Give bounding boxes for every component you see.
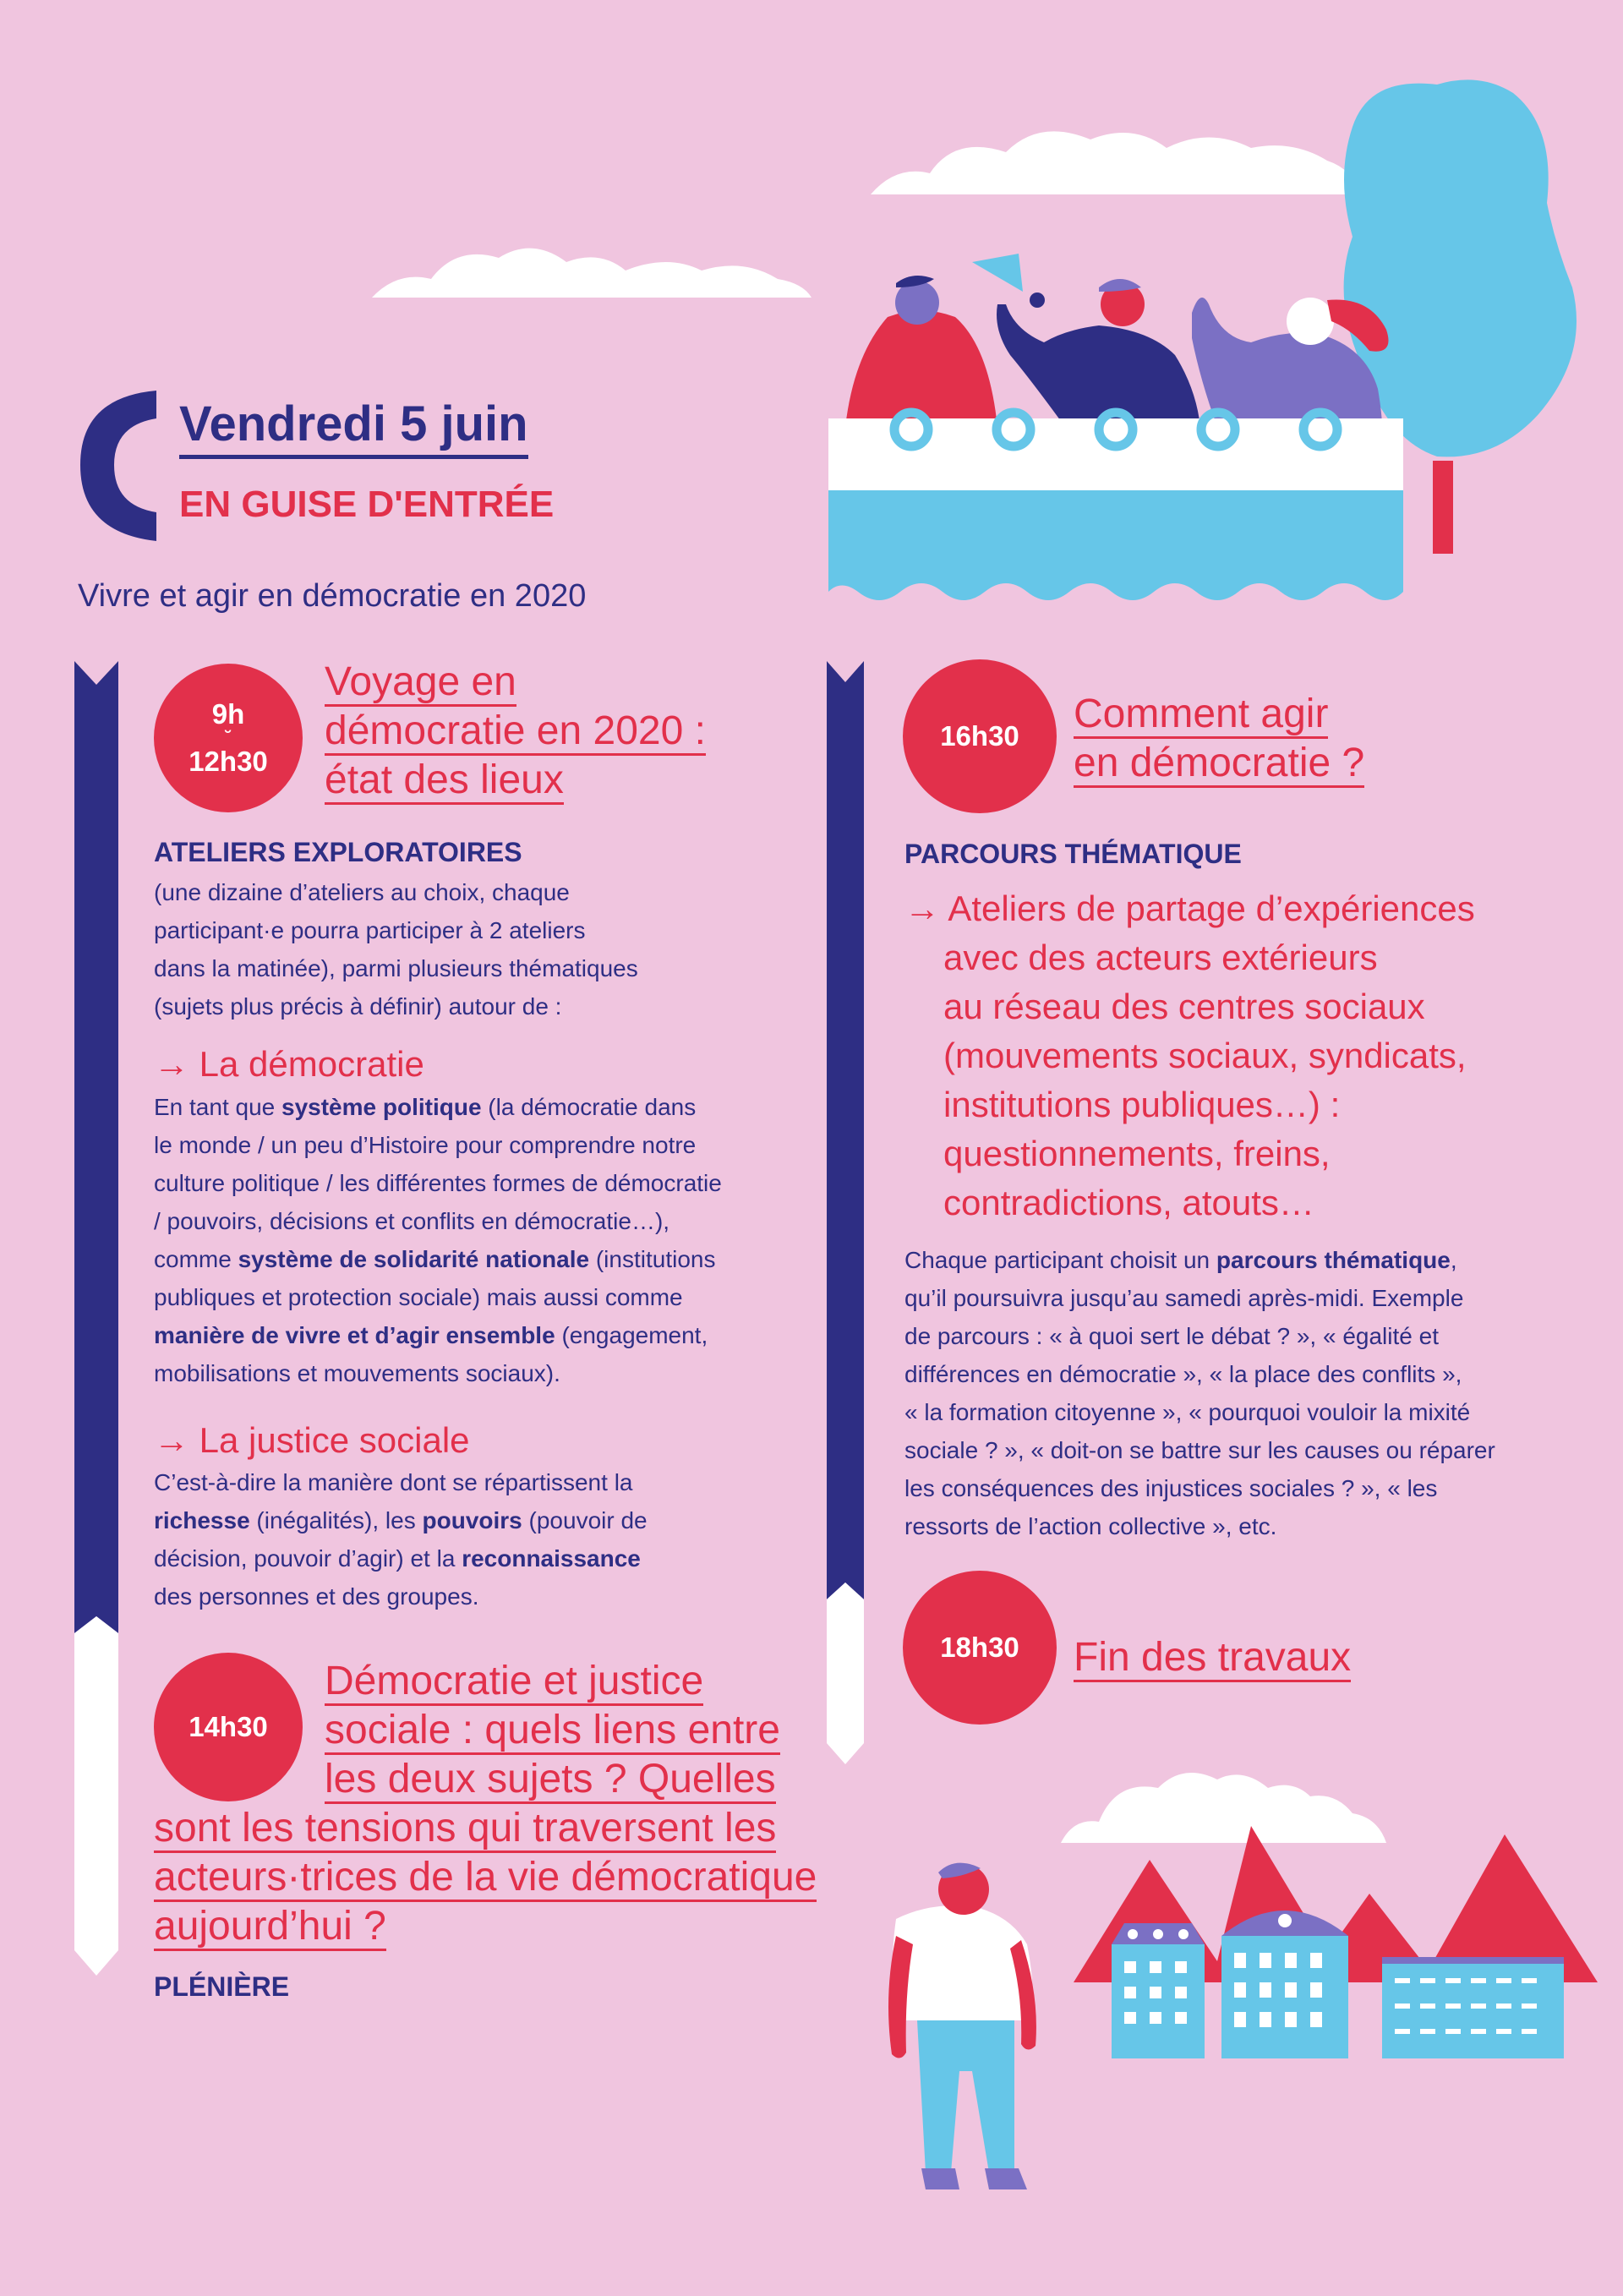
text-line: au réseau des centres sociaux	[943, 987, 1425, 1026]
text-line: « la formation citoyenne », « pourquoi vouloir la mixité	[904, 1399, 1471, 1425]
text-line: questionnements, freins,	[943, 1134, 1331, 1173]
text-line: qu’il poursuivra jusqu’au samedi après-midi. Exemple	[904, 1285, 1464, 1311]
title-line: sont les tensions qui traversent les	[154, 1806, 776, 1853]
text: (pouvoir de	[522, 1507, 648, 1533]
bold-text: richesse	[154, 1507, 250, 1533]
text: comme	[154, 1246, 238, 1272]
topic-democratie-text	[154, 1088, 722, 1392]
label-pleniere: PLÉNIÈRE	[154, 1971, 290, 2002]
bold-text: manière de vivre et d’agir ensemble	[154, 1322, 555, 1348]
session-title-democratie-justice-cont	[154, 1804, 817, 1951]
text: En tant que	[154, 1094, 282, 1120]
time-text: 16h30	[940, 720, 1019, 752]
text-line: (sujets plus précis à définir) autour de :	[154, 993, 562, 1020]
text: (inégalités), les	[249, 1507, 423, 1533]
time-text: 14h30	[189, 1711, 268, 1743]
bold-text: pouvoirs	[422, 1507, 522, 1533]
title-line: Démocratie et justice	[325, 1659, 703, 1706]
text-line: avec des acteurs extérieurs	[943, 938, 1378, 977]
time-badge-18h30	[903, 1571, 1057, 1725]
text-line: de parcours : « à quoi sert le débat ? », « égalité et	[904, 1323, 1439, 1349]
title-line: sociale : quels liens entre	[325, 1708, 780, 1755]
title-line: Voyage en	[325, 659, 516, 707]
time-badge-16h30	[903, 659, 1057, 813]
title-line: démocratie en 2020 :	[325, 708, 706, 756]
bold-text: parcours thématique	[1216, 1247, 1451, 1273]
time-separator: ˘	[225, 727, 232, 748]
ateliers-partage-highlight	[904, 884, 1475, 1227]
time-end: 12h30	[189, 746, 268, 777]
day-subtitle: EN GUISE D'ENTRÉE	[179, 484, 555, 525]
time-start: 9h	[211, 698, 245, 730]
text: (la démocratie dans	[481, 1094, 697, 1120]
title-line: Comment agir	[1074, 692, 1328, 739]
bold-text: système de solidarité nationale	[238, 1246, 590, 1272]
title-line: les deux sujets ? Quelles	[325, 1757, 776, 1804]
session-title-fin-des-travaux	[1074, 1633, 1351, 1682]
bold-text: reconnaissance	[462, 1545, 641, 1572]
ateliers-description	[154, 873, 638, 1025]
title-line: Fin des travaux	[1074, 1635, 1351, 1682]
bold-text: système politique	[281, 1094, 482, 1120]
time-badge-9h-12h30	[154, 664, 303, 812]
text-line: mobilisations et mouvements sociaux).	[154, 1360, 560, 1386]
text-line: → Ateliers de partage d’expériences	[904, 888, 1475, 928]
intro-heading: Vivre et agir en démocratie en 2020	[78, 578, 587, 614]
text: (institutions	[589, 1246, 716, 1272]
label-ateliers-exploratoires: ATELIERS EXPLORATOIRES	[154, 837, 522, 867]
text-line: contradictions, atouts…	[943, 1183, 1314, 1222]
topic-heading-justice-sociale: → La justice sociale	[154, 1420, 470, 1460]
text-line: les conséquences des injustices sociales ? », « les	[904, 1475, 1438, 1501]
topic-justice-text	[154, 1463, 648, 1615]
text-line: ressorts de l’action collective », etc.	[904, 1513, 1277, 1539]
text: décision, pouvoir d’agir) et la	[154, 1545, 462, 1572]
text: ,	[1450, 1247, 1457, 1273]
text-line: (mouvements sociaux, syndicats,	[943, 1036, 1467, 1075]
text: (engagement,	[555, 1322, 708, 1348]
text-line: le monde / un peu d’Histoire pour comprendre notre	[154, 1132, 697, 1158]
text-line: dans la matinée), parmi plusieurs thématiques	[154, 955, 638, 981]
text-line: publiques et protection sociale) mais aussi comme	[154, 1284, 683, 1310]
session-title-democratie-justice	[325, 1657, 780, 1804]
text-line: / pouvoirs, décisions et conflits en démocratie…),	[154, 1208, 670, 1234]
text-line: différences en démocratie », « la place des conflits »,	[904, 1361, 1462, 1387]
text: Chaque participant choisit un	[904, 1247, 1216, 1273]
text-line: participant·e pourra participer à 2 ateliers	[154, 917, 586, 943]
title-line: en démocratie ?	[1074, 741, 1364, 788]
day-title: Vendredi 5 juin	[179, 397, 528, 459]
time-text: 18h30	[940, 1632, 1019, 1664]
title-line: acteurs·trices de la vie démocratique	[154, 1855, 817, 1902]
time-badge-14h30	[154, 1653, 303, 1801]
title-line: aujourd’hui ?	[154, 1904, 386, 1951]
text-line: des personnes et des groupes.	[154, 1583, 479, 1610]
session-title-comment-agir	[1074, 690, 1364, 788]
session-title-voyage	[325, 658, 706, 805]
text-line: culture politique / les différentes formes de démocratie	[154, 1170, 722, 1196]
timeline-ribbon-left	[74, 661, 118, 1980]
label-parcours-thematique: PARCOURS THÉMATIQUE	[904, 839, 1242, 869]
text-line: sociale ? », « doit-on se battre sur les causes ou réparer	[904, 1437, 1495, 1463]
text-line: (une dizaine d’ateliers au choix, chaque	[154, 879, 570, 905]
parcours-description	[904, 1241, 1495, 1545]
topic-heading-democratie: → La démocratie	[154, 1044, 424, 1084]
title-line: état des lieux	[325, 757, 564, 805]
timeline-ribbon-right	[827, 661, 864, 1768]
text-line: institutions publiques…) :	[943, 1085, 1341, 1124]
text-line: C’est-à-dire la manière dont se répartissent la	[154, 1469, 633, 1495]
